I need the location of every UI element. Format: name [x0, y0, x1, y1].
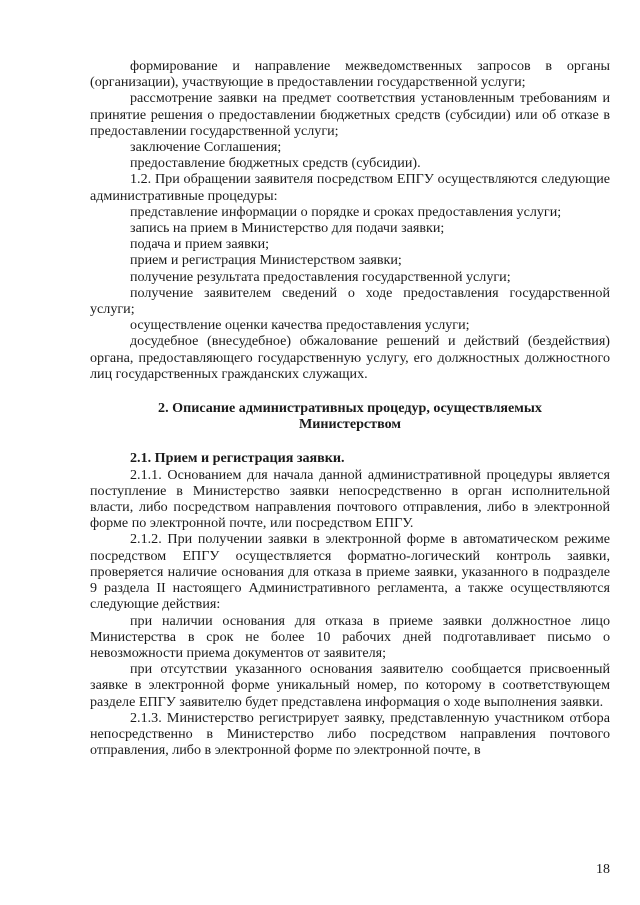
- paragraph: 1.2. При обращении заявителя посредством ЕПГУ осуществляются следующие административные процедуры:: [90, 171, 610, 204]
- paragraph: при наличии основания для отказа в приеме заявки должностное лицо Министерства в срок не более 10 рабочих дней подготавливает письмо о невозможности приема документов от заявителя;: [90, 612, 610, 661]
- page-number: 18: [596, 862, 610, 877]
- paragraph: запись на прием в Министерство для подачи заявки;: [130, 220, 445, 237]
- document-body: [90, 58, 610, 758]
- paragraph: досудебное (внесудебное) обжалование решений и действий (бездействия) органа, предоставляющего государственную услугу, его должностных должностного лиц государственных гражданских служащих.: [90, 333, 610, 382]
- paragraph: получение результата предоставления государственной услуги;: [130, 268, 511, 285]
- paragraph: предоставление бюджетных средств (субсидии).: [130, 155, 421, 172]
- paragraph: подача и прием заявки;: [130, 236, 270, 253]
- paragraph: представление информации о порядке и сроках предоставления услуги;: [130, 203, 562, 220]
- paragraph: получение заявителем сведений о ходе предоставления государственной услуги;: [90, 284, 610, 318]
- paragraph: 2.1.1. Основанием для начала данной административной процедуры является поступление в Министерство заявки непосредственно в орган исполнительной власти, либо посредством направления почтового отправления, либо в электронной форме по электронной почте, или посредством ЕПГУ.: [90, 466, 610, 532]
- section-heading: 2. Описание административных процедур, осуществляемых Министерством: [158, 400, 542, 433]
- paragraph: осуществление оценки качества предоставления услуги;: [130, 317, 470, 334]
- subsection-heading: 2.1. Прием и регистрация заявки.: [130, 450, 345, 467]
- paragraph: формирование и направление межведомственных запросов в органы (организации), участвующие в предоставлении государственной услуги;: [90, 58, 610, 91]
- paragraph: при отсутствии указанного основания заявителю сообщается присвоенный заявке в электронной форме уникальный номер, по которому в соответствующем разделе ЕПГУ заявителю будет представлена информация о ходе выполнения заявки.: [90, 661, 610, 710]
- paragraph: 2.1.2. При получении заявки в электронной форме в автоматическом режиме посредством ЕПГУ осуществляется форматно-логический контроль заявки, проверяется наличие основания для отказа в приеме заявки, указанного в подразделе 9 раздела II настоящего Административного регламента, а также осуществляются следующие действия:: [90, 531, 610, 613]
- paragraph: прием и регистрация Министерством заявки;: [130, 252, 402, 269]
- paragraph: заключение Соглашения;: [130, 139, 282, 156]
- paragraph: рассмотрение заявки на предмет соответствия установленным требованиям и принятие решения о предоставлении бюджетных средств (субсидии) или об отказе в предоставлении государственной услуги;: [90, 90, 610, 139]
- paragraph: 2.1.3. Министерство регистрирует заявку, представленную участником отбора непосредственно в Министерство либо посредством направления почтового отправления, либо в электронной форме по электронной почте, в: [90, 709, 610, 759]
